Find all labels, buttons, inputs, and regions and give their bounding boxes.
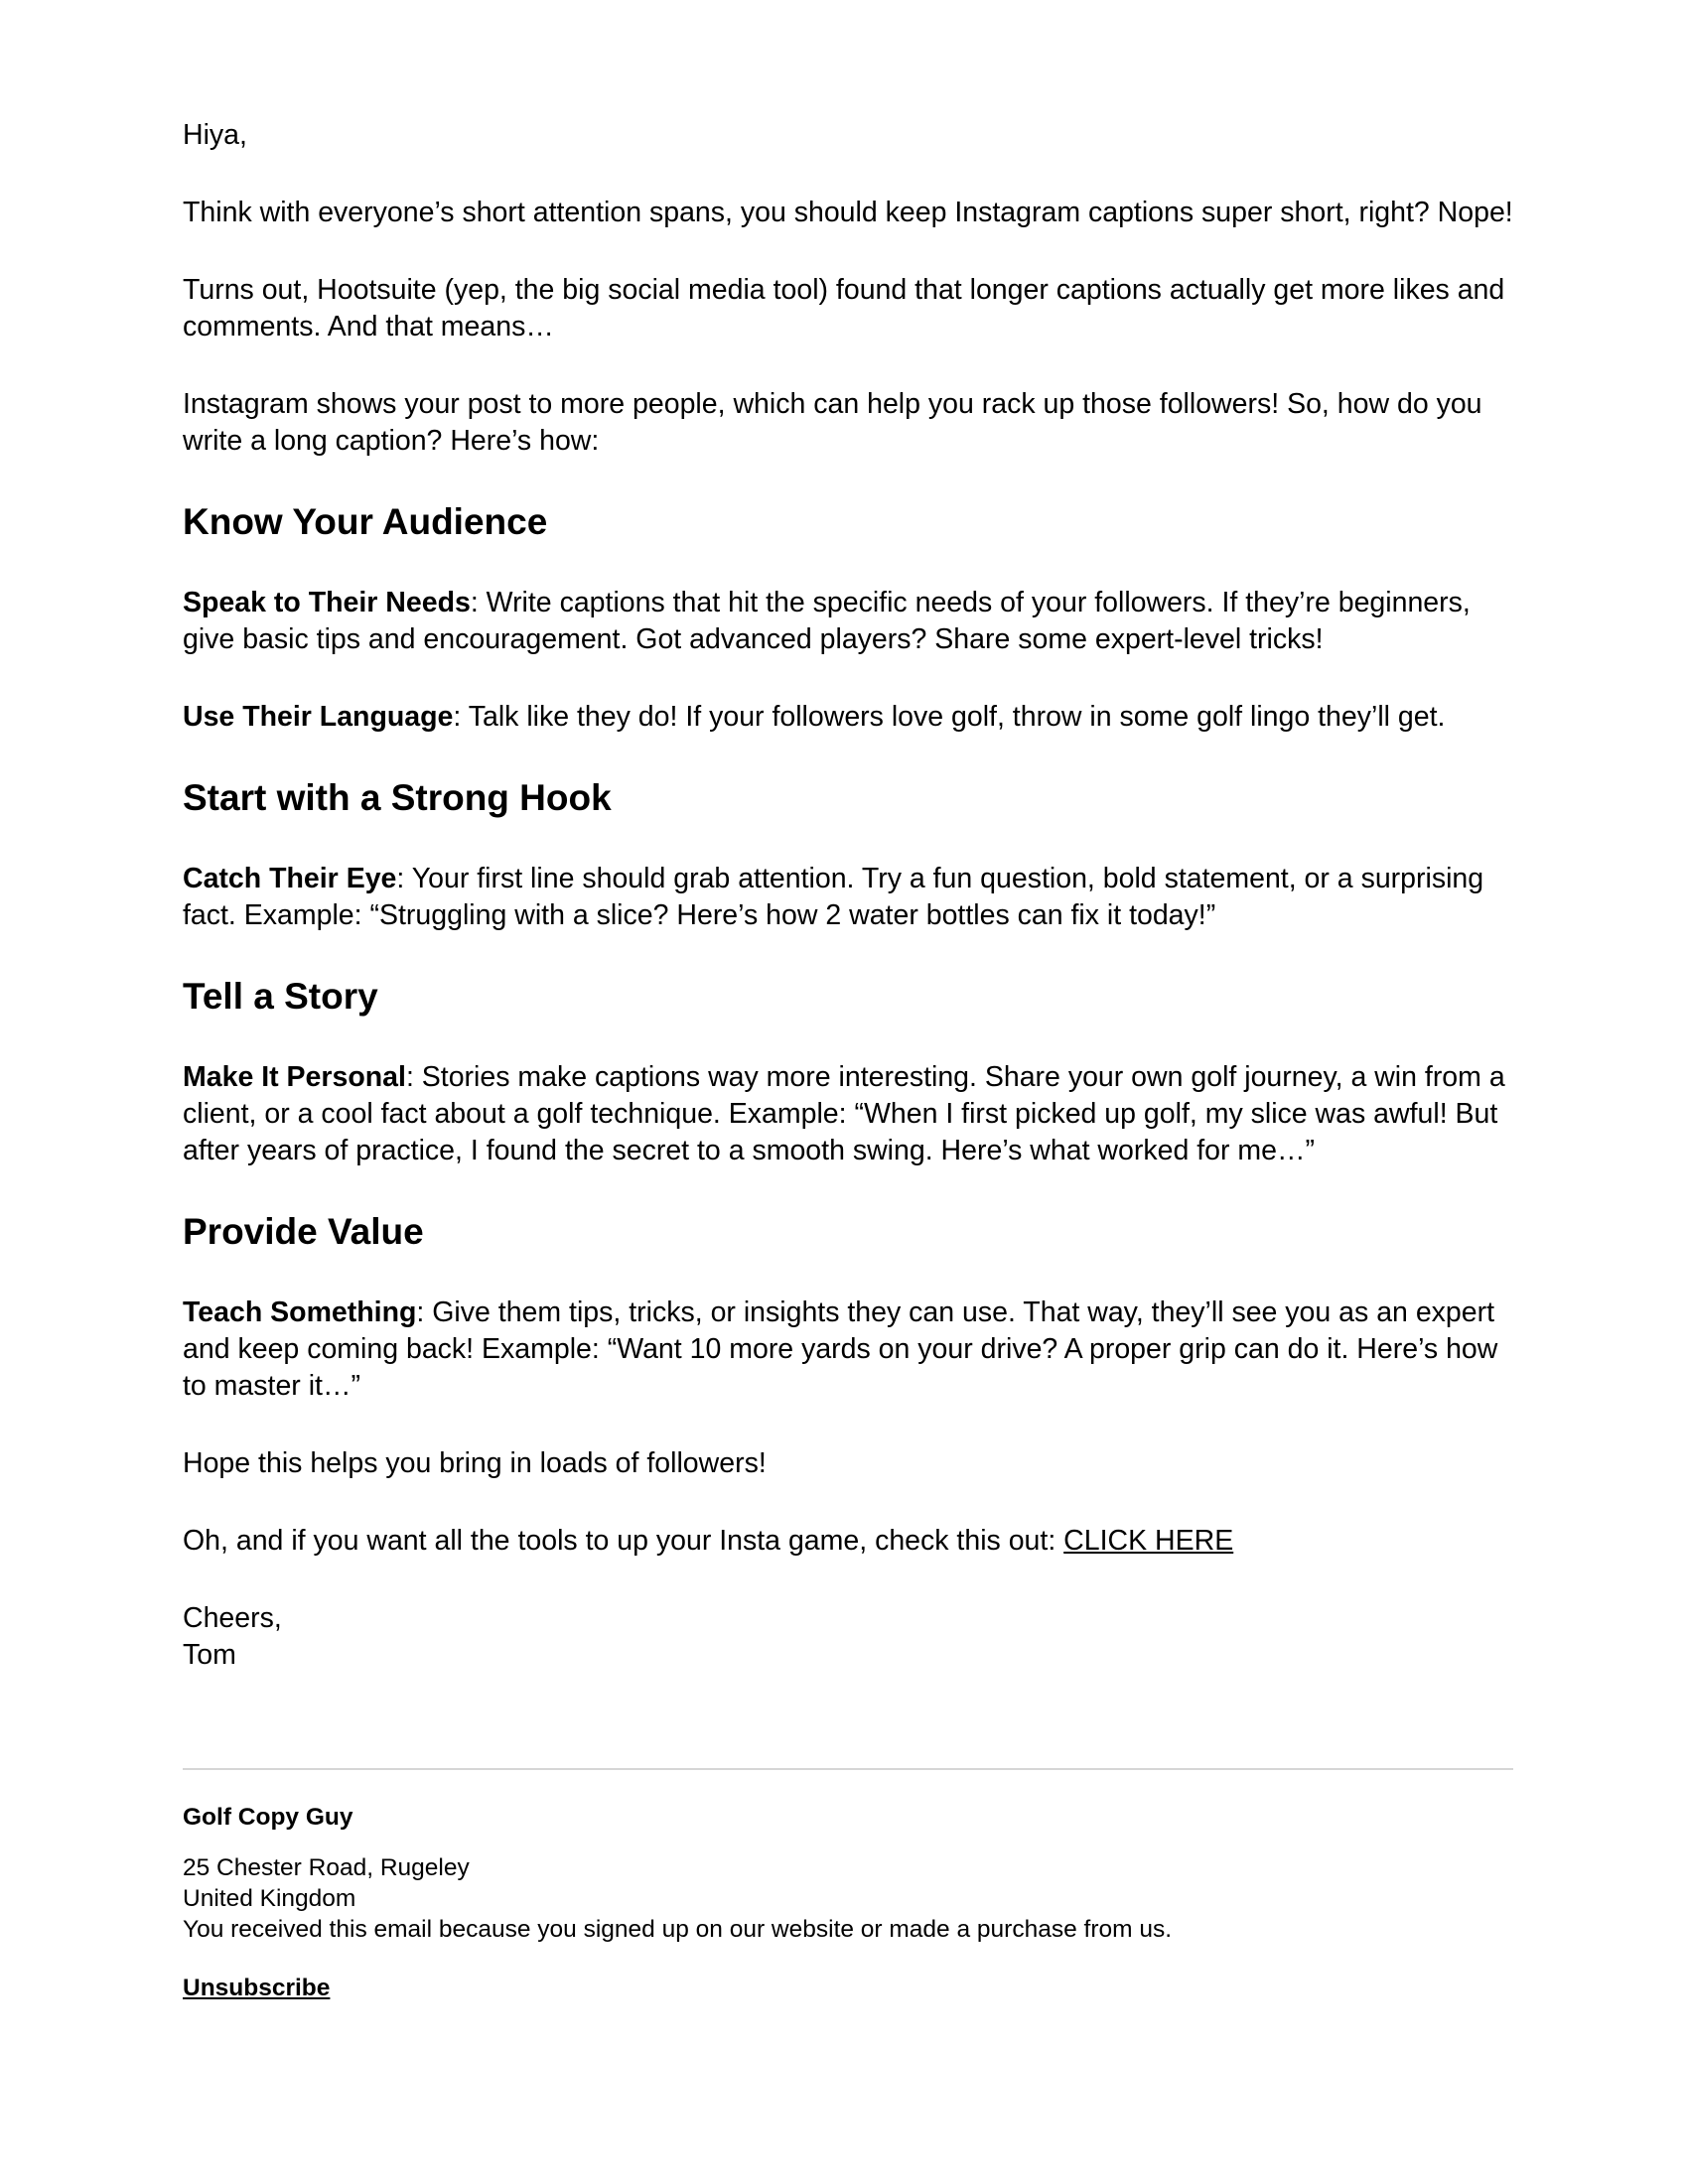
signoff: Cheers, <box>183 1602 282 1634</box>
unsubscribe-link[interactable]: Unsubscribe <box>183 1975 331 2001</box>
intro-paragraph-2: Turns out, Hootsuite (yep, the big social media tool) found that longer captions actually get more likes and comments. And that means… <box>183 274 1505 342</box>
footer-address <box>183 1852 1513 1945</box>
point-label: Catch Their Eye <box>183 863 397 894</box>
intro-paragraph-3: Instagram shows your post to more people, which can help you rack up those followers! So, how do you write a long caption? Here’s how: <box>183 388 1482 457</box>
company-name: Golf Copy Guy <box>183 1804 353 1831</box>
point-speak-to-their-needs <box>183 585 1513 658</box>
sender-name: Tom <box>183 1639 236 1671</box>
point-text: : Your first line should grab attention. Try a fun question, bold statement, or a surprising fact. Example: “Struggling with a slice? Here’s how 2 water bottles can fix it today!” <box>183 863 1484 931</box>
address-line-1: 25 Chester Road, Rugeley <box>183 1854 470 1881</box>
point-teach-something <box>183 1295 1513 1405</box>
point-text: : Give them tips, tricks, or insights they can use. That way, they’ll see you as an expert and keep coming back! Example: “Want 10 more yards on your drive? A proper grip can do it. Here’s how to master it…” <box>183 1297 1498 1402</box>
closing-cta <box>183 1523 1513 1560</box>
point-text: : Write captions that hit the specific needs of your followers. If they’re beginners, give basic tips and encouragement. Got advanced players? Share some expert-level tricks! <box>183 587 1471 655</box>
signature <box>183 1600 1513 1674</box>
click-here-link[interactable]: CLICK HERE <box>1063 1525 1234 1557</box>
section-heading-provide-value: Provide Value <box>183 1211 424 1252</box>
point-label: Use Their Language <box>183 701 454 733</box>
point-label: Teach Something <box>183 1297 417 1328</box>
point-label: Speak to Their Needs <box>183 587 471 618</box>
closing-hope: Hope this helps you bring in loads of followers! <box>183 1447 767 1479</box>
point-text: : Stories make captions way more interesting. Share your own golf journey, a win from a client, or a cool fact about a golf technique. Example: “When I first picked up golf, my slice was awful! But after years of practice, I found the secret to a smooth swing. Here’s what worked for me…” <box>183 1061 1505 1166</box>
greeting: Hiya, <box>183 119 247 151</box>
section-heading-strong-hook: Start with a Strong Hook <box>183 777 612 818</box>
point-catch-their-eye <box>183 861 1513 934</box>
cta-text: Oh, and if you want all the tools to up your Insta game, check this out: <box>183 1525 1064 1557</box>
address-line-2: United Kingdom <box>183 1885 356 1912</box>
email-footer <box>183 1768 1513 2003</box>
point-make-it-personal <box>183 1059 1513 1169</box>
point-label: Make It Personal <box>183 1061 406 1093</box>
section-heading-tell-a-story: Tell a Story <box>183 976 378 1017</box>
point-use-their-language <box>183 699 1513 736</box>
point-text: : Talk like they do! If your followers love golf, throw in some golf lingo they’ll get. <box>453 701 1446 733</box>
email-body <box>183 117 1513 1714</box>
intro-paragraph-1: Think with everyone’s short attention spans, you should keep Instagram captions super short, right? Nope! <box>183 197 1513 228</box>
subscription-notice: You received this email because you signed up on our website or made a purchase from us. <box>183 1916 1173 1943</box>
section-heading-know-your-audience: Know Your Audience <box>183 501 548 542</box>
